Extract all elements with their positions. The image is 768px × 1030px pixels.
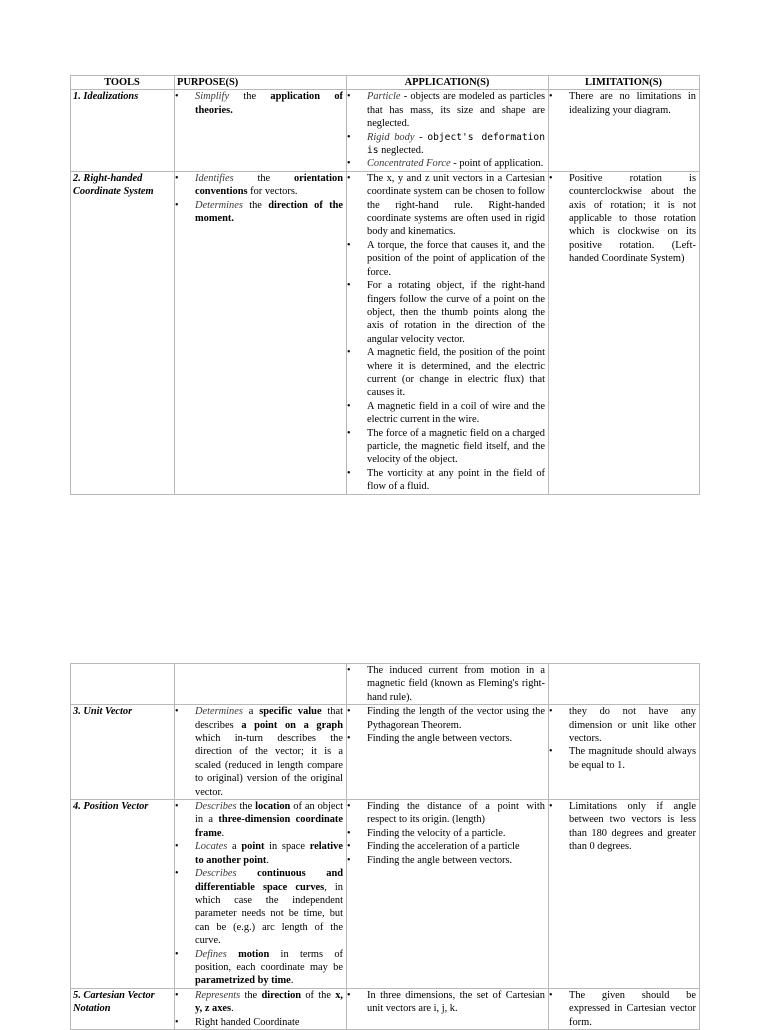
bullet-text: The induced current from motion in a magnetic field (known as Fleming's right-hand rule).	[367, 665, 545, 703]
application-cell	[347, 90, 549, 171]
purpose-cell	[175, 988, 347, 1029]
application-cell	[347, 664, 549, 705]
application-cell	[347, 988, 549, 1029]
bullet-text: x, y, z axes	[195, 989, 343, 1015]
bullet-text: continuous and differentiable space curves	[195, 868, 343, 893]
header-tools: TOOLS	[71, 76, 175, 90]
bullet-text: .	[290, 975, 294, 987]
purpose-cell	[175, 705, 347, 800]
bullet-text: the	[242, 199, 269, 211]
bullet-text: The force of a magnetic field on a charged particle, the magnetic field itself, and the velocity of the object.	[367, 427, 545, 466]
limitation-cell	[549, 988, 700, 1029]
bullet-text: which in-turn describes the direction of the vector; it is a scaled (reduced in length compare to original) version of the original vector.	[195, 733, 343, 798]
bullet-item	[177, 199, 343, 226]
header-row	[71, 76, 700, 90]
bullet-item	[349, 705, 545, 732]
bullet-text: Particle	[367, 91, 401, 103]
bullet-text: Locates	[195, 841, 228, 853]
header-application: APPLICATION(S)	[347, 76, 549, 90]
bullet-text: Represents	[195, 989, 241, 1001]
bullet-text: Describes	[195, 801, 237, 813]
bullet-item	[349, 427, 545, 467]
table-row	[71, 800, 700, 989]
purpose-cell	[175, 90, 347, 171]
bullet-item	[177, 840, 343, 867]
bullet-item	[349, 346, 545, 400]
bullet-text: neglected.	[378, 145, 424, 157]
bullet-text: three-dimension coordinate frame	[195, 814, 344, 839]
tool-cell: 3. Unit Vector	[71, 705, 175, 800]
limitation-cell	[549, 664, 700, 705]
table-row	[71, 988, 700, 1029]
bullet-text	[237, 868, 258, 879]
table-row	[71, 664, 700, 705]
bullet-text: direction	[261, 989, 302, 1001]
tool-cell: 1. Idealizations	[71, 90, 175, 171]
bullet-text: The given should be expressed in Cartesian vector form.	[569, 989, 696, 1028]
bullet-item	[177, 705, 343, 799]
bullet-text: .	[231, 1003, 234, 1015]
bullet-item	[177, 989, 343, 1016]
bullet-text: A torque, the force that causes it, and the position of the point of application of the force.	[367, 239, 545, 278]
bullet-text: orientation conventions	[195, 172, 343, 198]
bullet-text: .	[221, 827, 225, 839]
bullet-item	[349, 131, 545, 158]
bullet-text: direction of the moment.	[195, 199, 344, 225]
bullet-text: Finding the angle between vectors.	[367, 733, 513, 745]
bullet-text: Finding the acceleration of a particle	[367, 841, 520, 853]
application-cell	[347, 800, 549, 989]
bullet-item	[177, 867, 343, 947]
tools-table-part-1	[70, 75, 700, 495]
bullet-text: Finding the length of the vector using the Pythagorean Theorem.	[367, 706, 545, 731]
bullet-text: in terms of position, each coordinate may be	[195, 948, 343, 973]
application-cell	[347, 171, 549, 494]
bullet-item	[349, 90, 545, 130]
bullet-item	[349, 827, 545, 840]
bullet-text: A magnetic field, the position of the point where it is determined, and the electric current (or change in electric flux) that causes it.	[367, 347, 545, 399]
bullet-item	[551, 705, 696, 745]
bullet-text: in space	[264, 841, 310, 853]
bullet-text: .	[266, 854, 270, 866]
bullet-text: motion	[238, 948, 270, 960]
bullet-item	[551, 172, 696, 266]
bullet-text: of an object in a	[195, 801, 343, 826]
limitation-cell	[549, 171, 700, 494]
bullet-text: a	[227, 841, 242, 853]
bullet-text: Identifies	[195, 172, 234, 184]
bullet-item	[349, 840, 545, 853]
bullet-item	[551, 90, 696, 117]
bullet-item	[551, 745, 696, 772]
bullet-text: In three dimensions, the set of Cartesian unit vectors are i, j, k.	[367, 989, 545, 1015]
bullet-text: relative to another point	[195, 841, 343, 866]
header-limitation: LIMITATION(S)	[549, 76, 700, 90]
bullet-item	[177, 948, 343, 988]
bullet-item	[177, 800, 343, 840]
bullet-text: Finding the velocity of a particle.	[367, 827, 506, 839]
bullet-item	[177, 90, 343, 117]
table-row	[71, 705, 700, 800]
bullet-text: Right handed Coordinate	[195, 1016, 300, 1028]
bullet-text: - point of application.	[450, 158, 544, 170]
tool-cell	[71, 664, 175, 705]
bullet-item	[551, 800, 696, 854]
bullet-item	[349, 664, 545, 704]
bullet-text: Describes	[195, 868, 237, 880]
purpose-cell	[175, 664, 347, 705]
bullet-item	[349, 279, 545, 346]
bullet-text: Defines	[195, 948, 227, 960]
bullet-text: point	[241, 841, 265, 853]
bullet-text: A magnetic field in a coil of wire and the electric current in the wire.	[367, 400, 545, 426]
bullet-text: for vectors.	[247, 186, 298, 198]
bullet-text: The vorticity at any point in the field of flow of a fluid.	[367, 467, 545, 493]
bullet-text: Determines	[195, 706, 243, 718]
bullet-text: Simplify	[195, 91, 230, 103]
tools-table-part-2	[70, 663, 700, 1030]
bullet-text: Limitations only if angle between two vectors is less than 180 degrees and greater than 0 degrees.	[569, 801, 696, 853]
bullet-text	[227, 949, 238, 960]
bullet-text: The x, y and z unit vectors in a Cartesian coordinate system can be chosen to follow the right-hand rule. Right-handed coordinate systems are often used in rigid body and kinematics.	[367, 172, 545, 238]
bullet-text: the	[233, 172, 294, 184]
bullet-text: Finding the angle between vectors.	[367, 854, 513, 866]
bullet-text: application of theories.	[195, 91, 343, 116]
bullet-item	[349, 467, 545, 494]
bullet-item	[349, 157, 545, 170]
tool-cell: 2. Right-handed Coordinate System	[71, 171, 175, 494]
bullet-text: Determines	[195, 199, 243, 211]
bullet-item	[349, 989, 545, 1016]
table-row	[71, 90, 700, 171]
bullet-item	[349, 732, 545, 745]
tool-cell: 4. Position Vector	[71, 800, 175, 989]
bullet-text: parametrized by time	[195, 975, 291, 987]
tool-cell: 5. Cartesian Vector Notation	[71, 988, 175, 1029]
bullet-text: a point on a graph	[241, 719, 343, 731]
bullet-item	[177, 172, 343, 199]
bullet-text: Positive rotation is counterclockwise about the axis of rotation; it is not applicable to those rotation which is clockwise on its positive rotation. (Left-handed Coordinate System)	[569, 172, 696, 265]
limitation-cell	[549, 90, 700, 171]
bullet-item	[349, 239, 545, 279]
bullet-item	[177, 1016, 343, 1029]
bullet-text: that describes	[195, 706, 343, 731]
bullet-text: For a rotating object, if the right-hand fingers follow the curve of a point on the object, then the thumb points along the axis of rotation in the direction of the angular velocity vector.	[367, 280, 545, 345]
bullet-text: Concentrated Force	[367, 158, 451, 170]
header-purpose: PURPOSE(S)	[175, 76, 347, 90]
table-row	[71, 171, 700, 494]
bullet-text: of the	[301, 989, 336, 1001]
bullet-text: There are no limitations in idealizing your diagram.	[569, 91, 696, 116]
bullet-text: , in which case the independent parameter needs not be time, but can be (e.g.) arc length of the curve.	[195, 881, 343, 947]
bullet-text: specific value	[259, 706, 322, 718]
bullet-text: they do not have any dimension or unit like other vectors.	[569, 706, 696, 745]
bullet-item	[349, 172, 545, 239]
bullet-text: The magnitude should always be equal to 1.	[569, 746, 696, 771]
limitation-cell	[549, 705, 700, 800]
purpose-cell	[175, 171, 347, 494]
bullet-text: the	[240, 989, 262, 1001]
bullet-item	[349, 800, 545, 827]
bullet-item	[349, 400, 545, 427]
bullet-text: the	[236, 801, 256, 813]
purpose-cell	[175, 800, 347, 989]
bullet-text: Finding the distance of a point with respect to its origin. (length)	[367, 801, 545, 826]
bullet-text: Rigid body	[367, 131, 415, 143]
bullet-text: a	[242, 706, 260, 718]
bullet-text: the	[229, 91, 271, 103]
bullet-text: object's deformation is	[367, 131, 545, 157]
bullet-text: - objects are modeled as particles that has mass, its size and shape are neglected.	[367, 91, 545, 130]
application-cell	[347, 705, 549, 800]
bullet-text: -	[414, 131, 428, 143]
bullet-text: location	[255, 801, 291, 813]
bullet-item	[349, 854, 545, 867]
limitation-cell	[549, 800, 700, 989]
bullet-item	[551, 989, 696, 1029]
